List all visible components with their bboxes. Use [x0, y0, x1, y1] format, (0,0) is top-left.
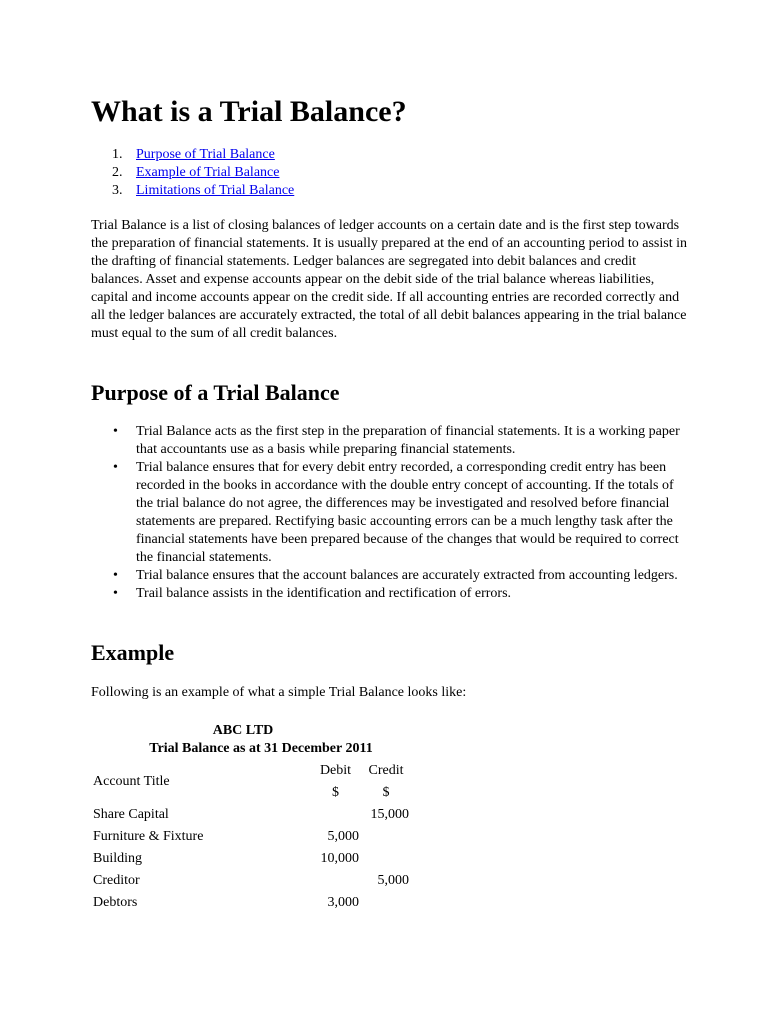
debit-cell: 10,000 — [320, 851, 359, 866]
bullet-icon: • — [113, 586, 118, 601]
account-cell: Furniture & Fixture — [93, 829, 204, 844]
toc-link-example[interactable]: Example of Trial Balance — [136, 165, 280, 180]
table-row — [91, 804, 411, 826]
debit-cell — [310, 870, 361, 892]
table-header-row — [91, 760, 411, 782]
table-row — [91, 848, 411, 870]
trial-balance-table — [91, 760, 411, 914]
debit-cell: 5,000 — [327, 829, 359, 844]
trial-balance-company: ABC LTD — [212, 723, 274, 738]
list-item — [91, 459, 681, 567]
toc-link-purpose[interactable]: Purpose of Trial Balance — [136, 147, 275, 162]
table-row — [91, 826, 411, 848]
bullet-icon: • — [113, 568, 118, 583]
list-item — [91, 585, 681, 603]
credit-cell: 15,000 — [370, 807, 409, 822]
table-row — [91, 892, 411, 914]
list-item-text: Trial balance ensures that for every debit entry recorded, a corresponding credit entry has been recorded in the books in accordance with the double entry concept of accounting. If the totals of the trial balance do not agree, the differences may be investigated and resolved before financial statements are prepared. Rectifying basic accounting errors can be a much lengthy task after the financial statements have been prepared because of the changes that would be required to correct the financial statements. — [136, 460, 679, 565]
list-item-text: Trial balance ensures that the account balances are accurately extracted from accounting ledgers. — [136, 568, 678, 583]
account-cell: Building — [93, 851, 143, 866]
credit-currency: $ — [382, 785, 390, 800]
toc-item-example — [91, 164, 294, 182]
purpose-list — [91, 423, 681, 603]
bullet-icon: • — [113, 460, 118, 475]
bullet-icon: • — [113, 424, 118, 439]
list-item — [91, 423, 681, 459]
list-item-text: Trial Balance acts as the first step in the preparation of financial statements. It is a working paper that accountants use as a basis while preparing financial statements. — [136, 424, 680, 457]
purpose-heading: Purpose of a Trial Balance — [91, 380, 340, 405]
debit-currency: $ — [332, 785, 339, 800]
page-title: What is a Trial Balance? — [91, 95, 407, 128]
example-intro: Following is an example of what a simple Trial Balance looks like: — [91, 685, 467, 700]
credit-header: Credit — [368, 763, 404, 778]
toc-number: 1. — [112, 147, 123, 162]
credit-cell: 5,000 — [377, 873, 409, 888]
intro-paragraph: Trial Balance is a list of closing balances of ledger accounts on a certain date and is the first step towards the preparation of financial statements. It is usually prepared at the end of an accounting period to assist in the drafting of financial statements. Ledger balances are segregated into debit balances and credit balances. Asset and expense accounts appear on the debit side of the trial balance whereas liabilities, capital and income accounts appear on the credit side. If all accounting entries are recorded correctly and all the ledger balances are accurately extracted, the total of all debit balances appearing in the trial balance must equal to the sum of all credit balances. — [91, 218, 687, 341]
toc-link-limitations[interactable]: Limitations of Trial Balance — [136, 183, 295, 198]
account-cell: Creditor — [93, 873, 140, 888]
example-heading: Example — [91, 640, 175, 665]
toc-number: 3. — [112, 183, 123, 198]
credit-cell — [361, 848, 411, 870]
credit-cell — [361, 826, 411, 848]
account-cell: Debtors — [93, 895, 138, 910]
list-item — [91, 567, 681, 585]
account-title-header: Account Title — [93, 774, 170, 789]
credit-cell — [361, 892, 411, 914]
toc-item-purpose — [91, 146, 294, 164]
debit-cell — [310, 804, 361, 826]
account-cell: Share Capital — [93, 807, 169, 822]
list-item-text: Trail balance assists in the identification and rectification of errors. — [136, 586, 512, 601]
table-of-contents — [91, 146, 294, 200]
toc-item-limitations — [91, 182, 294, 200]
trial-balance-subtitle: Trial Balance as at 31 December 2011 — [149, 741, 373, 756]
toc-number: 2. — [112, 165, 123, 180]
debit-cell: 3,000 — [327, 895, 359, 910]
table-row — [91, 870, 411, 892]
debit-header: Debit — [319, 763, 352, 778]
